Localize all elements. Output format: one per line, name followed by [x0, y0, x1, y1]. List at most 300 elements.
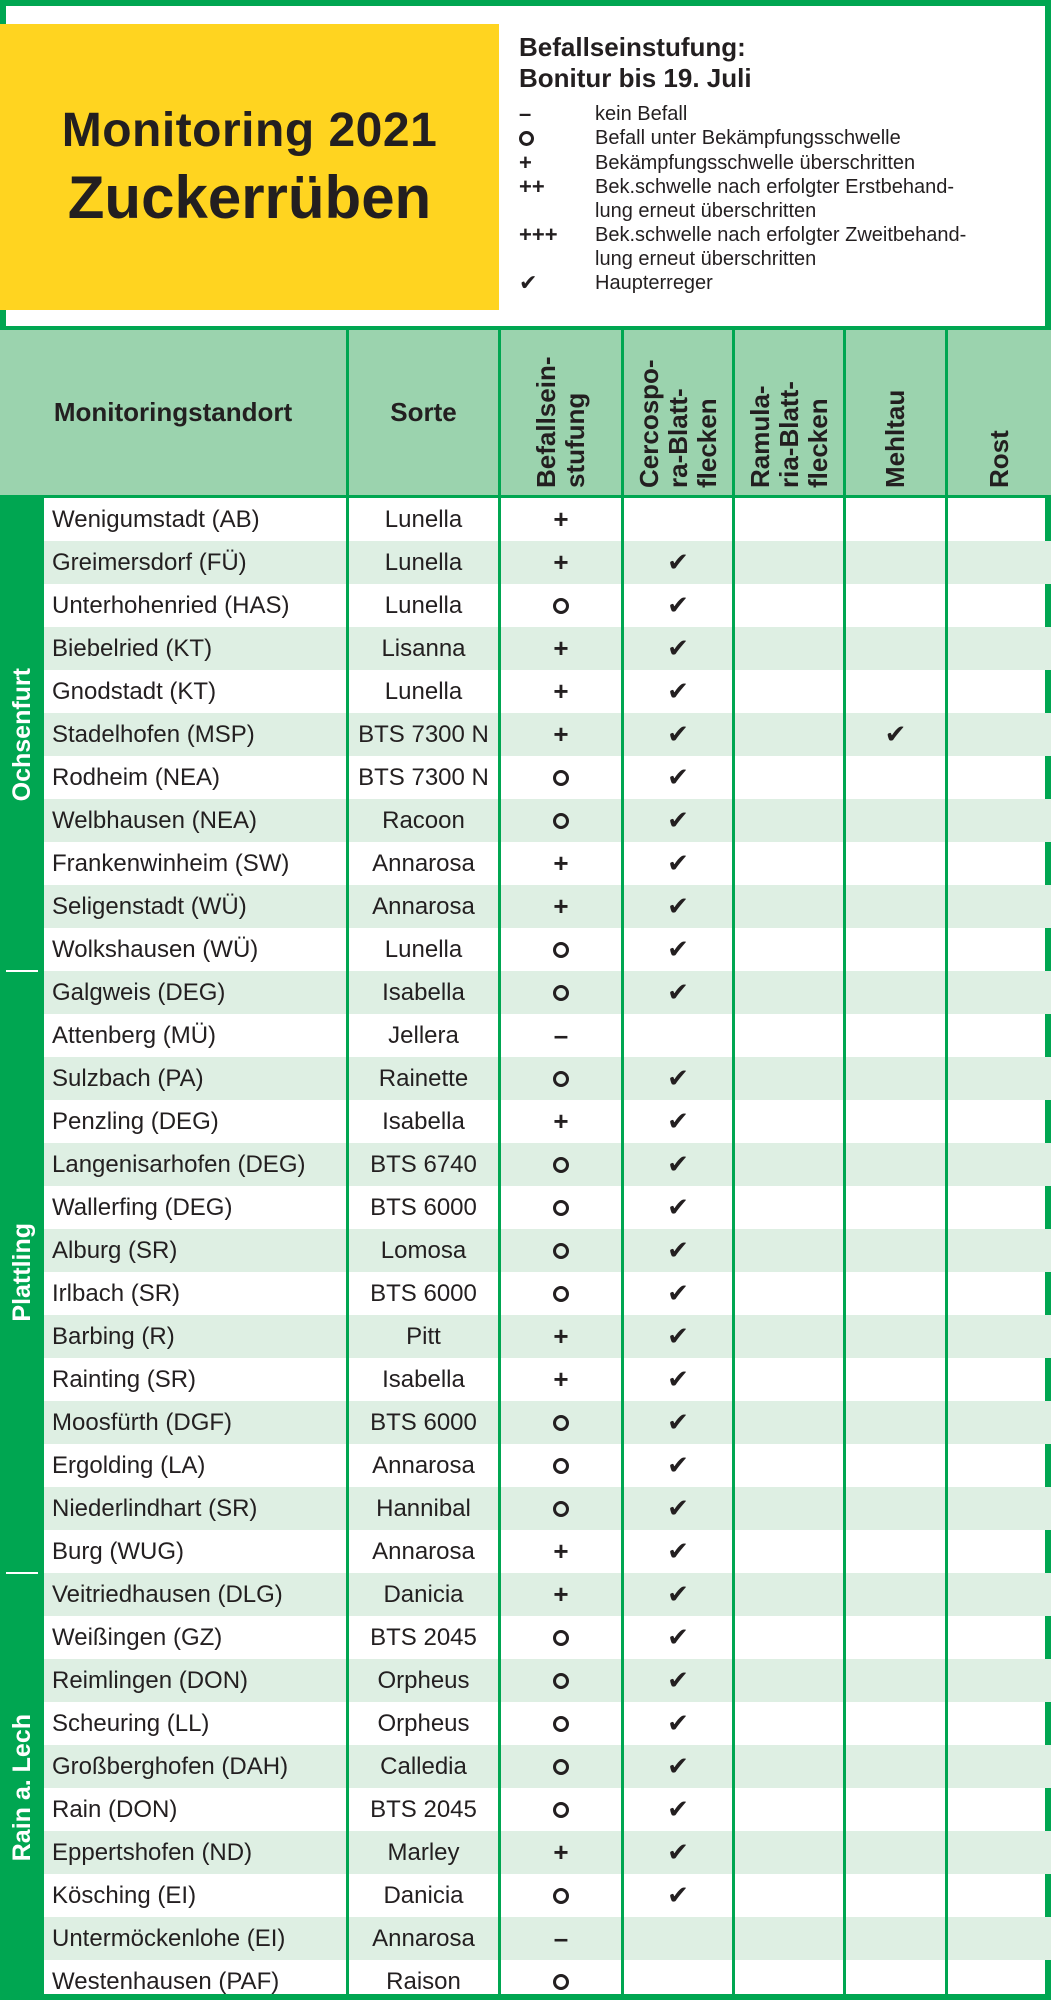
region-separator — [6, 1572, 38, 1574]
cell-cercospora — [621, 971, 732, 1014]
cell-site: Ergolding (LA) — [52, 1451, 206, 1479]
cell-mehltau — [843, 799, 945, 842]
cell-cercospora — [621, 799, 732, 842]
cell-sort: Orpheus — [346, 1659, 498, 1702]
cell-befall — [498, 1358, 621, 1401]
legend-text: Haupterreger — [595, 272, 713, 294]
cell-mehltau — [843, 842, 945, 885]
cell-site: Gnodstadt (KT) — [52, 677, 217, 705]
header-mehltau — [843, 330, 945, 495]
table-header — [0, 326, 1051, 498]
cell-befall — [498, 885, 621, 928]
cell-ramularia — [732, 1702, 843, 1745]
region-band — [0, 1573, 44, 2000]
cell-cercospora — [621, 1272, 732, 1315]
legend-text: kein Befall — [595, 103, 688, 125]
header-site — [0, 330, 346, 495]
cell-befall — [498, 1229, 621, 1272]
cell-mehltau — [843, 1358, 945, 1401]
table-row — [0, 1831, 1051, 1874]
table-row — [0, 541, 1051, 584]
cercospora-check-icon: ✔ — [667, 633, 689, 663]
befall-symbol: – — [553, 1020, 569, 1050]
cell-mehltau — [843, 1444, 945, 1487]
befall-ring-icon — [553, 1888, 569, 1904]
cell-befall — [498, 1530, 621, 1573]
table-row — [0, 971, 1051, 1014]
table-row — [0, 1315, 1051, 1358]
cell-rost — [945, 1100, 1051, 1143]
cercospora-check-icon: ✔ — [667, 547, 689, 577]
cell-befall — [498, 928, 621, 971]
befall-symbol: + — [553, 891, 569, 921]
table-row — [0, 1530, 1051, 1573]
cell-site: Reimlingen (DON) — [44, 1659, 346, 1702]
cell-sort: Danicia — [346, 1874, 498, 1917]
cell-rost — [945, 1702, 1051, 1745]
title-box — [0, 24, 499, 310]
cell-ramularia — [732, 1788, 843, 1831]
legend-item — [519, 271, 1044, 295]
cell-site: Rodheim (NEA) — [52, 763, 221, 791]
cell-befall — [498, 1702, 621, 1745]
cell-mehltau — [843, 971, 945, 1014]
cell-site: Stadelhofen (MSP) — [44, 713, 346, 756]
cell-mehltau — [843, 1186, 945, 1229]
cercospora-check-icon: ✔ — [667, 1622, 689, 1652]
table-row — [0, 498, 1051, 541]
region-band — [0, 971, 44, 1573]
header-cercospora — [621, 330, 732, 495]
cell-site: Penzling (DEG) — [52, 1107, 219, 1135]
befall-ring-icon — [553, 1243, 569, 1259]
header-rost-label: Rost — [984, 429, 1014, 488]
befall-ring-icon — [553, 1501, 569, 1517]
cell-befall — [498, 1444, 621, 1487]
cell-sort: Annarosa — [346, 1444, 498, 1487]
cell-rost — [945, 1573, 1051, 1616]
cell-ramularia — [732, 1057, 843, 1100]
cell-sort: Danicia — [346, 1573, 498, 1616]
cell-ramularia — [732, 713, 843, 756]
cell-mehltau — [843, 1057, 945, 1100]
region-label: Ochsenfurt — [7, 667, 36, 802]
cell-mehltau — [843, 1401, 945, 1444]
cell-rost — [945, 1143, 1051, 1186]
cell-rost — [945, 1917, 1051, 1960]
table-row — [0, 627, 1051, 670]
cell-rost — [945, 1444, 1051, 1487]
befall-symbol: – — [553, 1923, 569, 1953]
legend-symbol: +++ — [519, 222, 558, 247]
cell-cercospora — [621, 1917, 732, 1960]
cell-rost — [945, 1831, 1051, 1874]
table-body — [0, 498, 1051, 2000]
cell-ramularia — [732, 498, 843, 541]
table-row — [0, 842, 1051, 885]
cell-ramularia — [732, 1358, 843, 1401]
header-befall — [498, 330, 621, 495]
legend-text: Befall unter Bekämpfungsschwelle — [595, 127, 901, 149]
cell-sort: Lunella — [346, 498, 498, 541]
cell-cercospora — [621, 1100, 732, 1143]
cell-cercospora — [621, 1401, 732, 1444]
cell-site: Biebelried (KT) — [44, 627, 346, 670]
cell-befall — [498, 1186, 621, 1229]
cell-cercospora — [621, 1530, 732, 1573]
header-sort — [346, 330, 498, 495]
cell-sort: Orpheus — [346, 1702, 498, 1745]
legend — [519, 32, 1044, 310]
befall-symbol: + — [553, 633, 569, 663]
region-label: Rain a. Lech — [7, 1714, 36, 1862]
cell-mehltau — [843, 1702, 945, 1745]
cell-befall — [498, 1788, 621, 1831]
cell-sort: Annarosa — [346, 1530, 498, 1573]
table-row — [0, 1272, 1051, 1315]
cell-sort: Raison — [346, 1960, 498, 2000]
cell-ramularia — [732, 1014, 843, 1057]
cell-befall — [498, 799, 621, 842]
befall-ring-icon — [553, 1286, 569, 1302]
cell-rost — [945, 1530, 1051, 1573]
table-row — [0, 1702, 1051, 1745]
cell-site: Veitriedhausen (DLG) — [44, 1573, 346, 1616]
cell-befall — [498, 1315, 621, 1358]
header-cercospora-label: Cercospo- ra-Blatt- flecken — [633, 358, 722, 488]
befall-ring-icon — [553, 985, 569, 1001]
cell-ramularia — [732, 670, 843, 713]
cell-sort: BTS 2045 — [346, 1788, 498, 1831]
mehltau-check-icon: ✔ — [884, 719, 907, 749]
cercospora-check-icon: ✔ — [667, 719, 689, 749]
cell-mehltau — [843, 1487, 945, 1530]
cell-befall — [498, 627, 621, 670]
cercospora-check-icon: ✔ — [667, 1837, 689, 1867]
cell-rost — [945, 1874, 1051, 1917]
cell-sort: BTS 6740 — [346, 1143, 498, 1186]
cell-site: Seligenstadt (WÜ) — [44, 885, 346, 928]
befall-ring-icon — [553, 1200, 569, 1216]
table-row — [0, 1358, 1051, 1401]
befall-ring-icon — [553, 1759, 569, 1775]
cell-site: Großberghofen (DAH) — [44, 1745, 346, 1788]
cell-cercospora — [621, 1315, 732, 1358]
cell-mehltau — [843, 1874, 945, 1917]
befall-ring-icon — [553, 598, 569, 614]
cell-befall — [498, 1874, 621, 1917]
cell-cercospora — [621, 1874, 732, 1917]
befall-symbol: + — [553, 1106, 569, 1136]
cell-sort: Lunella — [346, 928, 498, 971]
cell-ramularia — [732, 799, 843, 842]
cell-rost — [945, 1229, 1051, 1272]
cell-sort: BTS 6000 — [346, 1401, 498, 1444]
cell-site: Welbhausen (NEA) — [44, 799, 346, 842]
legend-ring-icon — [519, 131, 534, 146]
cell-ramularia — [732, 1573, 843, 1616]
cell-site: Irlbach (SR) — [52, 1279, 181, 1307]
cercospora-check-icon: ✔ — [667, 1192, 689, 1222]
table-row — [0, 1143, 1051, 1186]
cell-befall — [498, 842, 621, 885]
cell-site: Galgweis (DEG) — [44, 971, 346, 1014]
cell-ramularia — [732, 842, 843, 885]
table-row — [0, 1229, 1051, 1272]
table-row — [0, 1057, 1051, 1100]
cercospora-check-icon: ✔ — [667, 1536, 689, 1566]
legend-text: Bekämpfungsschwelle überschritten — [595, 152, 916, 174]
cell-mehltau — [843, 1960, 945, 2000]
table-row — [0, 1745, 1051, 1788]
cell-site: Barbing (R) — [44, 1315, 346, 1358]
cell-mehltau — [843, 1616, 945, 1659]
header-mehltau-label: Mehltau — [880, 389, 910, 488]
cell-ramularia — [732, 756, 843, 799]
cell-site: Frankenwinheim (SW) — [52, 849, 290, 877]
table-row — [0, 1960, 1051, 2000]
cell-rost — [945, 1186, 1051, 1229]
cell-site: Westenhausen (PAF) — [52, 1967, 280, 1995]
cercospora-check-icon: ✔ — [667, 848, 689, 878]
legend-item — [519, 126, 1044, 151]
cell-rost — [945, 885, 1051, 928]
cell-mehltau — [843, 498, 945, 541]
cercospora-check-icon: ✔ — [667, 805, 689, 835]
cell-ramularia — [732, 1874, 843, 1917]
cell-sort: Lunella — [346, 670, 498, 713]
cell-sort: BTS 6000 — [346, 1186, 498, 1229]
cell-site: Kösching (EI) — [52, 1881, 197, 1909]
cercospora-check-icon: ✔ — [667, 1794, 689, 1824]
cell-cercospora — [621, 842, 732, 885]
table-row — [0, 1401, 1051, 1444]
cell-cercospora — [621, 1186, 732, 1229]
legend-symbol: – — [519, 101, 532, 126]
title-line-2: Zuckerrüben — [67, 164, 432, 231]
cell-cercospora — [621, 1788, 732, 1831]
cell-cercospora — [621, 498, 732, 541]
cell-rost — [945, 842, 1051, 885]
befall-ring-icon — [553, 1974, 569, 1990]
cell-rost — [945, 1745, 1051, 1788]
table-row — [0, 1444, 1051, 1487]
befall-ring-icon — [553, 1716, 569, 1732]
cercospora-check-icon: ✔ — [667, 1278, 689, 1308]
cell-rost — [945, 713, 1051, 756]
cell-cercospora — [621, 1444, 732, 1487]
cell-cercospora — [621, 1659, 732, 1702]
cell-site: Eppertshofen (ND) — [44, 1831, 346, 1874]
cell-cercospora — [621, 885, 732, 928]
cell-cercospora — [621, 1143, 732, 1186]
cell-ramularia — [732, 885, 843, 928]
table-row — [0, 670, 1051, 713]
header-ramularia — [732, 330, 843, 495]
befall-ring-icon — [553, 1802, 569, 1818]
cell-sort: Marley — [346, 1831, 498, 1874]
cell-sort: BTS 7300 N — [346, 756, 498, 799]
cell-rost — [945, 1014, 1051, 1057]
cell-ramularia — [732, 541, 843, 584]
cell-mehltau — [843, 1014, 945, 1057]
cell-befall — [498, 1100, 621, 1143]
cercospora-check-icon: ✔ — [667, 1708, 689, 1738]
cell-site: Weißingen (GZ) — [52, 1623, 223, 1651]
legend-symbol — [519, 126, 595, 151]
cell-cercospora — [621, 584, 732, 627]
cell-ramularia — [732, 627, 843, 670]
cell-mehltau — [843, 1272, 945, 1315]
cercospora-check-icon: ✔ — [667, 1149, 689, 1179]
befall-ring-icon — [553, 770, 569, 786]
cercospora-check-icon: ✔ — [667, 977, 689, 1007]
cell-site: Greimersdorf (FÜ) — [44, 541, 346, 584]
cell-sort: BTS 6000 — [346, 1272, 498, 1315]
cell-rost — [945, 627, 1051, 670]
cell-rost — [945, 1960, 1051, 2000]
befall-ring-icon — [553, 1071, 569, 1087]
cell-rost — [945, 799, 1051, 842]
table-row — [0, 756, 1051, 799]
table-row — [0, 1616, 1051, 1659]
cell-ramularia — [732, 971, 843, 1014]
cell-cercospora — [621, 627, 732, 670]
cercospora-check-icon: ✔ — [667, 1063, 689, 1093]
cell-mehltau — [843, 1745, 945, 1788]
cell-ramularia — [732, 1487, 843, 1530]
table-row — [0, 1659, 1051, 1702]
cell-ramularia — [732, 1143, 843, 1186]
befall-ring-icon — [553, 942, 569, 958]
cell-rost — [945, 1272, 1051, 1315]
header-site-label: Monitoringstandort — [53, 397, 293, 427]
befall-ring-icon — [553, 1458, 569, 1474]
cercospora-check-icon: ✔ — [667, 1579, 689, 1609]
cell-cercospora — [621, 1487, 732, 1530]
table-row — [0, 1186, 1051, 1229]
cercospora-check-icon: ✔ — [667, 1450, 689, 1480]
cell-ramularia — [732, 1186, 843, 1229]
cell-sort: Rainette — [346, 1057, 498, 1100]
cell-cercospora — [621, 541, 732, 584]
cell-site: Niederlindhart (SR) — [44, 1487, 346, 1530]
cell-ramularia — [732, 1659, 843, 1702]
header-sort-label: Sorte — [390, 397, 457, 427]
cell-ramularia — [732, 1960, 843, 2000]
cell-site: Unterhohenried (HAS) — [52, 591, 290, 619]
cell-mehltau — [843, 713, 945, 756]
befall-symbol: + — [553, 1837, 569, 1867]
legend-list — [519, 102, 1044, 295]
legend-item — [519, 223, 1044, 271]
table-row — [0, 928, 1051, 971]
cell-sort: BTS 2045 — [346, 1616, 498, 1659]
cell-befall — [498, 1917, 621, 1960]
cell-site: Untermöckenlohe (EI) — [44, 1917, 346, 1960]
cell-mehltau — [843, 541, 945, 584]
cell-sort: Calledia — [346, 1745, 498, 1788]
legend-item — [519, 151, 1044, 175]
cell-befall — [498, 971, 621, 1014]
cell-site: Sulzbach (PA) — [44, 1057, 346, 1100]
cell-befall — [498, 1272, 621, 1315]
cell-mehltau — [843, 1788, 945, 1831]
cell-rost — [945, 928, 1051, 971]
cell-cercospora — [621, 1616, 732, 1659]
befall-ring-icon — [553, 1157, 569, 1173]
cell-ramularia — [732, 1229, 843, 1272]
legend-item — [519, 102, 1044, 126]
legend-symbol: ✔ — [519, 270, 538, 295]
legend-text: Bek.schwelle nach erfolgter Zweitbehand- lung erneut überschritten — [595, 224, 967, 270]
table-row — [0, 885, 1051, 928]
cell-sort: BTS 7300 N — [346, 713, 498, 756]
cell-befall — [498, 713, 621, 756]
cell-site: Langenisarhofen (DEG) — [44, 1143, 346, 1186]
legend-text: Bek.schwelle nach erfolgter Erstbehand- lung erneut überschritten — [595, 176, 955, 222]
cell-cercospora — [621, 1358, 732, 1401]
cell-befall — [498, 756, 621, 799]
table-row — [0, 1100, 1051, 1143]
cell-befall — [498, 1573, 621, 1616]
cell-mehltau — [843, 1659, 945, 1702]
table-row — [0, 713, 1051, 756]
header-rost — [945, 330, 1051, 495]
region-band — [0, 498, 44, 971]
table-row — [0, 1788, 1051, 1831]
table-row — [0, 1487, 1051, 1530]
region-separator — [6, 970, 38, 972]
cell-befall — [498, 1831, 621, 1874]
cell-site: Rain (DON) — [52, 1795, 178, 1823]
cell-cercospora — [621, 713, 732, 756]
cell-rost — [945, 584, 1051, 627]
cercospora-check-icon: ✔ — [667, 934, 689, 964]
cell-mehltau — [843, 885, 945, 928]
cell-sort: Lisanna — [346, 627, 498, 670]
befall-symbol: + — [553, 676, 569, 706]
cell-mehltau — [843, 1530, 945, 1573]
cercospora-check-icon: ✔ — [667, 1665, 689, 1695]
cell-sort: Annarosa — [346, 842, 498, 885]
cell-sort: Annarosa — [346, 885, 498, 928]
cercospora-check-icon: ✔ — [667, 590, 689, 620]
cell-mehltau — [843, 1143, 945, 1186]
cell-rost — [945, 1487, 1051, 1530]
table-row — [0, 1014, 1051, 1057]
cell-ramularia — [732, 1917, 843, 1960]
cell-ramularia — [732, 1272, 843, 1315]
cell-ramularia — [732, 1315, 843, 1358]
header-ramularia-label: Ramula- ria-Blatt- flecken — [744, 380, 833, 488]
cell-sort: Isabella — [346, 1358, 498, 1401]
cell-befall — [498, 541, 621, 584]
befall-ring-icon — [553, 1630, 569, 1646]
cell-befall — [498, 1401, 621, 1444]
table-row — [0, 1917, 1051, 1960]
cell-ramularia — [732, 1100, 843, 1143]
cell-cercospora — [621, 1702, 732, 1745]
befall-symbol: + — [553, 1536, 569, 1566]
cell-rost — [945, 1616, 1051, 1659]
cell-ramularia — [732, 1831, 843, 1874]
cercospora-check-icon: ✔ — [667, 1880, 689, 1910]
cell-rost — [945, 498, 1051, 541]
cell-mehltau — [843, 627, 945, 670]
befall-symbol: + — [553, 547, 569, 577]
cell-befall — [498, 584, 621, 627]
